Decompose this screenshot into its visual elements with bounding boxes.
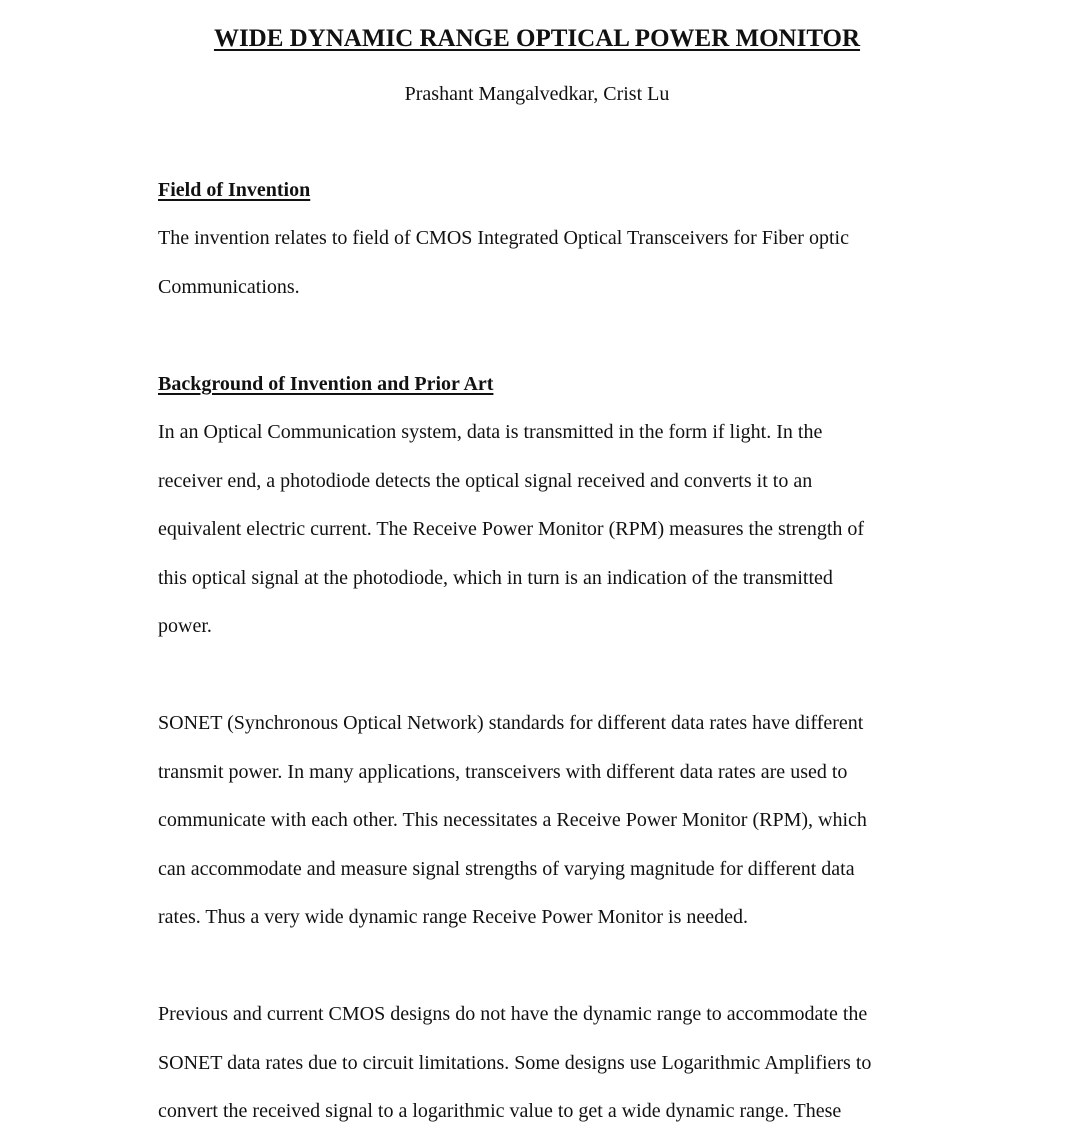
- text-line: can accommodate and measure signal strengths of varying magnitude for different data: [158, 858, 855, 880]
- heading-field-of-invention: Field of Invention: [158, 179, 311, 201]
- text-line: convert the received signal to a logarithmic value to get a wide dynamic range. These: [158, 1100, 842, 1122]
- document-title: WIDE DYNAMIC RANGE OPTICAL POWER MONITOR: [213, 25, 861, 52]
- text-line: equivalent electric current. The Receive Power Monitor (RPM) measures the strength of: [158, 518, 865, 540]
- text-line: In an Optical Communication system, data is transmitted in the form if light. In the: [158, 421, 823, 443]
- text-line: Communications.: [158, 276, 300, 298]
- text-line: receiver end, a photodiode detects the optical signal received and converts it to an: [158, 470, 813, 492]
- text-line: this optical signal at the photodiode, which in turn is an indication of the transmitted: [158, 567, 833, 589]
- text-line: SONET (Synchronous Optical Network) standards for different data rates have different: [158, 712, 864, 734]
- text-line: rates. Thus a very wide dynamic range Receive Power Monitor is needed.: [158, 906, 748, 928]
- text-line: SONET data rates due to circuit limitations. Some designs use Logarithmic Amplifiers to: [158, 1052, 872, 1074]
- text-line: transmit power. In many applications, transceivers with different data rates are used to: [158, 761, 848, 783]
- text-line: The invention relates to field of CMOS Integrated Optical Transceivers for Fiber optic: [158, 227, 849, 249]
- document-authors: Prashant Mangalvedkar, Crist Lu: [404, 83, 670, 105]
- heading-background: Background of Invention and Prior Art: [158, 373, 494, 395]
- text-line: communicate with each other. This necessitates a Receive Power Monitor (RPM), which: [158, 809, 867, 831]
- text-line: Previous and current CMOS designs do not have the dynamic range to accommodate the: [158, 1003, 868, 1025]
- text-line: power.: [158, 615, 212, 637]
